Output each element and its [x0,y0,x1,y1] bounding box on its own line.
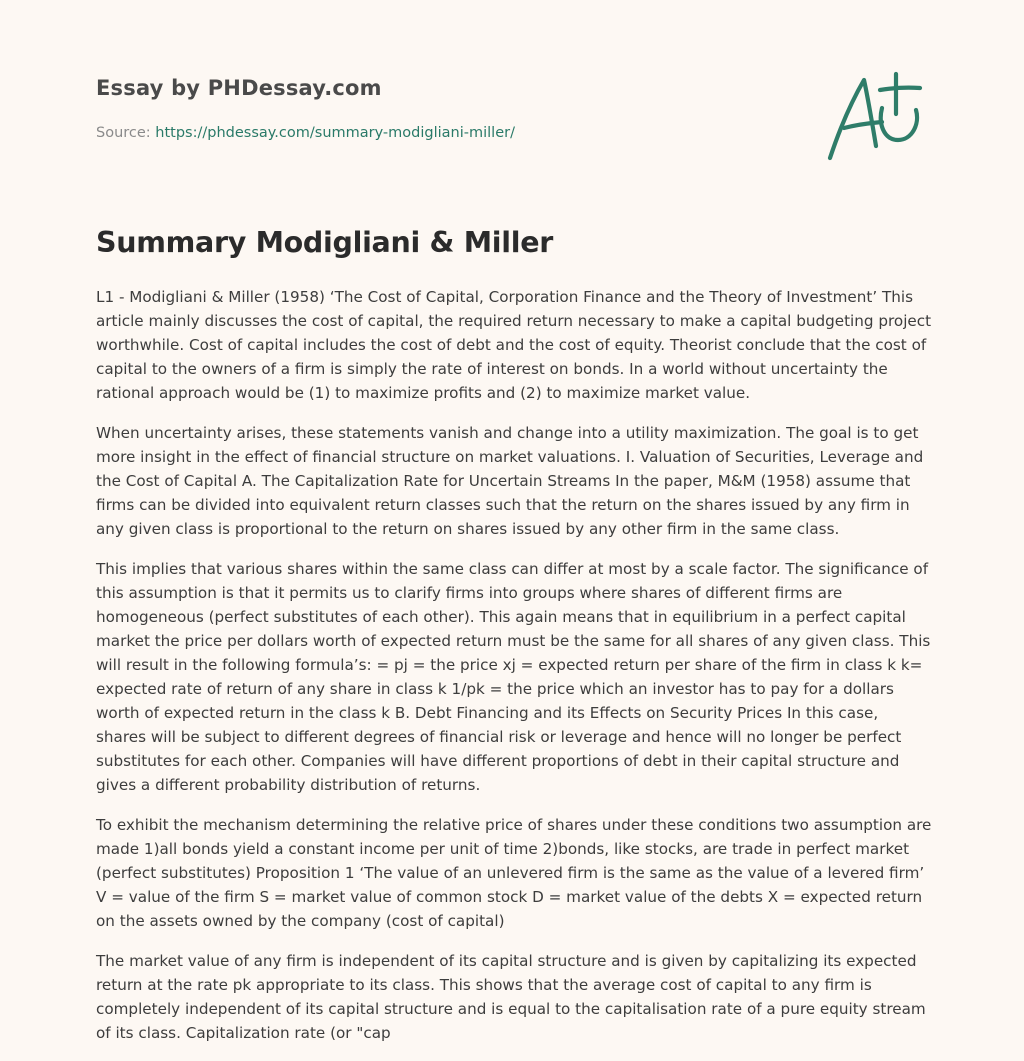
article-paragraph: L1 - Modigliani & Miller (1958) ‘The Cost of Capital, Corporation Finance and the Theory of Investment’ This article mainly discusses the cost of capital, the required return necessary to make a capital budgeting project worthwhile. Cost of capital includes the cost of debt and the cost of equity. Theorist conclude that the cost of capital to the owners of a firm is simply the rate of interest on bonds. In a world without uncertainty the rational approach would be (1) to maximize profits and (2) to maximize market value. [96,288,932,402]
article-paragraph: To exhibit the mechanism determining the relative price of shares under these conditions two assumption are made 1)all bonds yield a constant income per unit of time 2)bonds, like stocks, are trade in perfect market (perfect substitutes) Proposition 1 ‘The value of an unlevered firm is the same as the value of a levered firm’ V = value of the firm S = market value of common stock D = market value of the debts X = expected return on the assets owned by the company (cost of capital) [96,816,932,930]
site-brand: Essay by PHDessay.com [96,76,382,100]
article-paragraph: This implies that various shares within the same class can differ at most by a scale factor. The significance of this assumption is that it permits us to clarify firms into groups where shares of different firms are homogeneous (perfect substitutes of each other). This again means that in equilibrium in a perfect capital market the price per dollars worth of expected return must be the same for all shares of any given class. This will result in the following formula’s: = pj = the price xj = expected return per share of the firm in class k k= expected rate of return of any share in class k 1/pk = the price which an investor has to pay for a dollars worth of expected return in the class k B. Debt Financing and its Effects on Security Prices In this case, shares will be subject to different degrees of financial risk or leverage and hence will no longer be perfect substitutes for each other. Companies will have different proportions of debt in their capital structure and gives a different probability distribution of returns. [96,560,931,794]
article-title: Summary Modigliani & Miller [96,226,553,259]
source-label: Source: [96,125,151,141]
article-paragraph: When uncertainty arises, these statements vanish and change into a utility maximization. The goal is to get more insight in the effect of financial structure on market valuations. I. Valuation of Securities, Leverage and the Cost of Capital A. The Capitalization Rate for Uncertain Streams In the paper, M&M (1958) assume that firms can be divided into equivalent return classes such that the return on the shares issued by any firm in any given class is proportional to the return on shares issued by any other firm in the same class. [96,424,924,538]
source-line [96,125,515,141]
article-body [96,285,932,1061]
grade-a-plus-icon [824,68,928,164]
source-link[interactable]: https://phdessay.com/summary-modigliani-miller/ [155,125,515,141]
page-header [96,76,928,186]
article-paragraph: The market value of any firm is independent of its capital structure and is given by capitalizing its expected return at the rate pk appropriate to its class. This shows that the average cost of capital to any firm is completely independent of its capital structure and is equal to the capitalisation rate of a pure equity stream of its class. Capitalization rate (or "cap [96,952,926,1042]
